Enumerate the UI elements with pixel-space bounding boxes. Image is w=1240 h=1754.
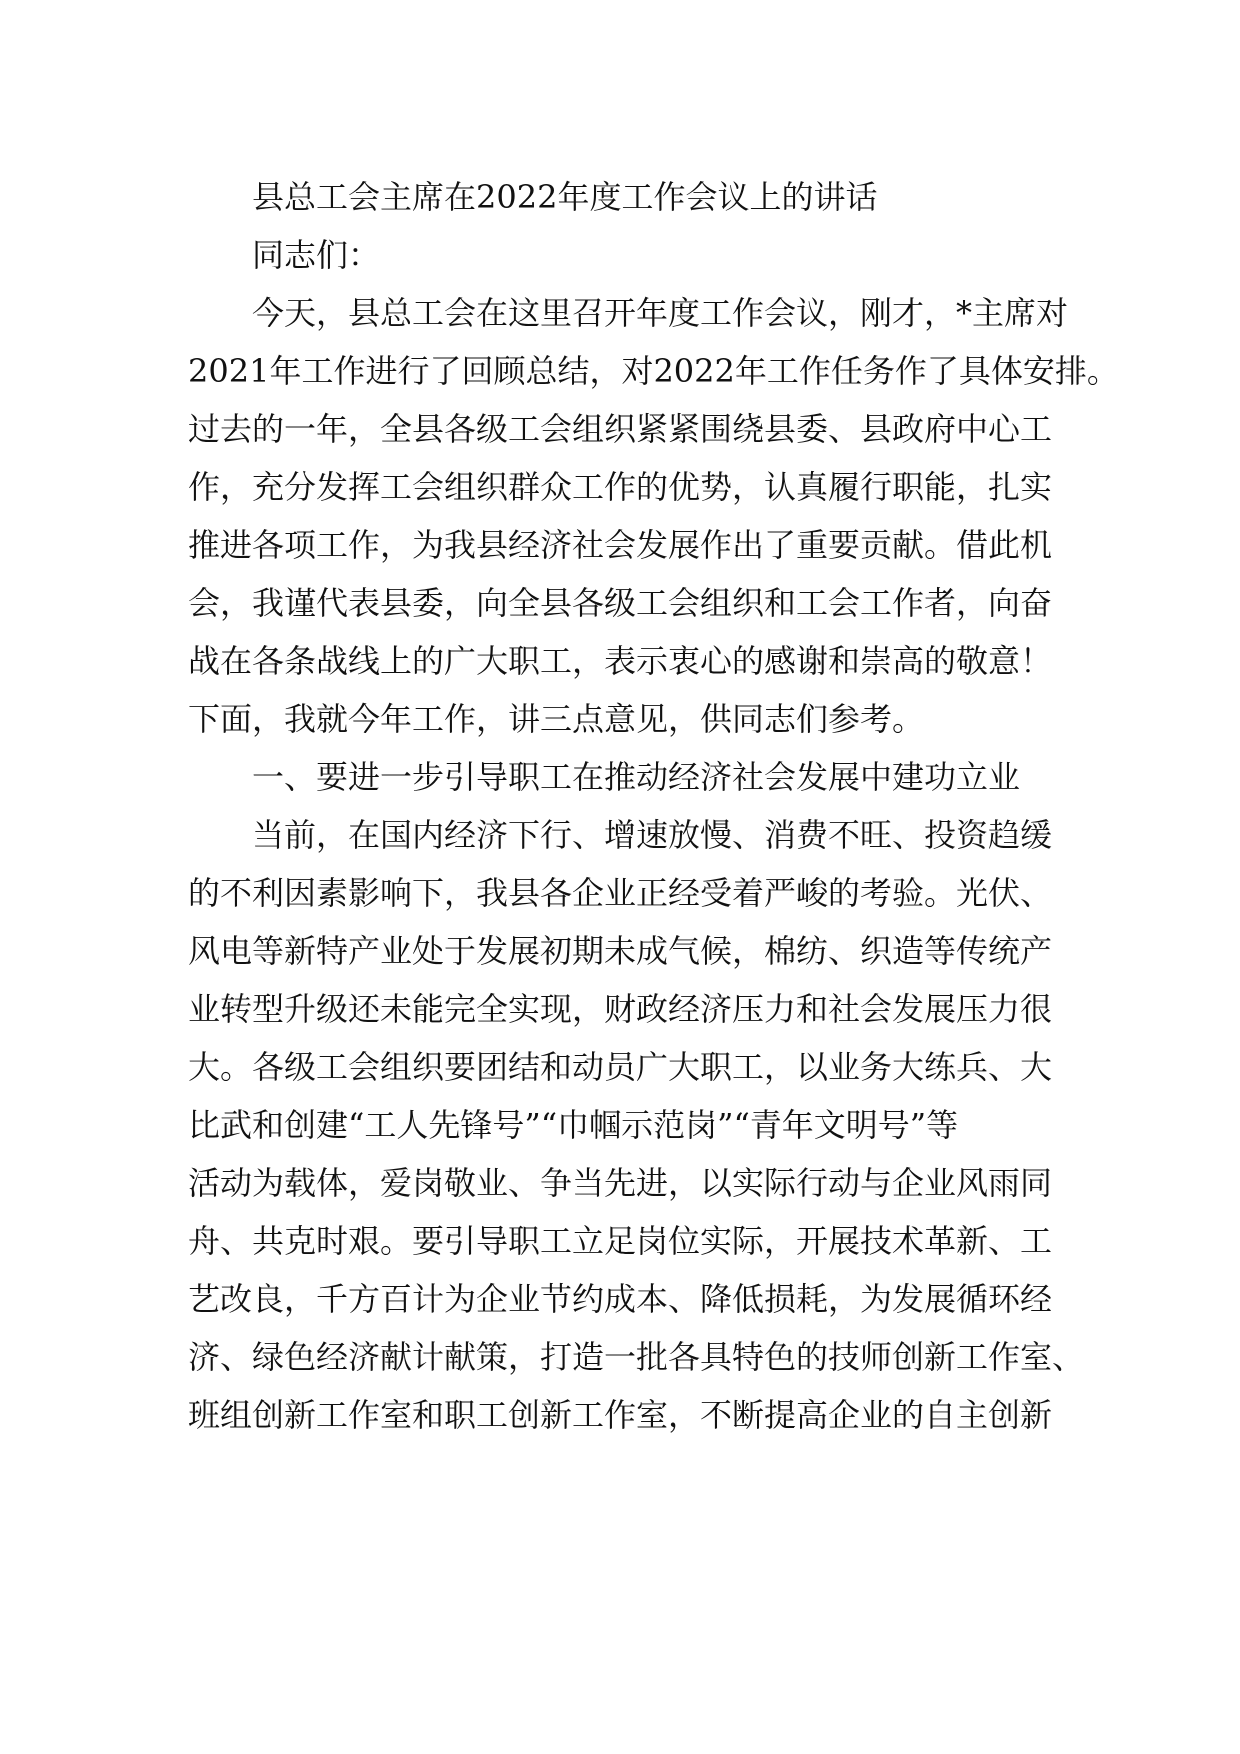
body-line: 下面，我就今年工作，讲三点意见，供同志们参考。	[188, 700, 925, 738]
body-line: 作，充分发挥工会组织群众工作的优势，认真履行职能，扎实	[188, 468, 1053, 506]
body-line: 大。各级工会组织要团结和动员广大职工，以业务大练兵、大	[188, 1048, 1053, 1086]
body-line: 会，我谨代表县委，向全县各级工会组织和工会工作者，向奋	[188, 584, 1053, 622]
body-line: 班组创新工作室和职工创新工作室，不断提高企业的自主创新	[188, 1396, 1053, 1434]
body-line: 活动为载体，爱岗敬业、争当先进，以实际行动与企业风雨同	[188, 1164, 1053, 1202]
body-line: 过去的一年，全县各级工会组织紧紧围绕县委、县政府中心工	[188, 410, 1053, 448]
body-line: 风电等新特产业处于发展初期未成气候，棉纺、织造等传统产	[188, 932, 1053, 970]
body-line: 的不利因素影响下，我县各企业正经受着严峻的考验。光伏、	[188, 874, 1053, 912]
body-line: 推进各项工作，为我县经济社会发展作出了重要贡献。借此机	[188, 526, 1053, 564]
body-line: 舟、共克时艰。要引导职工立足岗位实际，开展技术革新、工	[188, 1222, 1053, 1260]
body-line: 比武和创建“工人先锋号”“巾帼示范岗”“青年文明号”等	[188, 1106, 959, 1144]
body-line: 当前，在国内经济下行、增速放慢、消费不旺、投资趋缓	[252, 816, 1053, 854]
body-line: 艺改良，千方百计为企业节约成本、降低损耗，为发展循环经	[188, 1280, 1053, 1318]
salutation: 同志们：	[252, 236, 381, 274]
body-line: 2021年工作进行了回顾总结，对2022年工作任务作了具体安排。	[188, 352, 1119, 390]
document-title: 县总工会主席在2022年度工作会议上的讲话	[252, 178, 878, 216]
body-line: 今天，县总工会在这里召开年度工作会议，刚才，*主席对	[252, 294, 1069, 332]
body-line: 济、绿色经济献计献策，打造一批各具特色的技师创新工作室、	[188, 1338, 1085, 1376]
body-line: 业转型升级还未能完全实现，财政经济压力和社会发展压力很	[188, 990, 1053, 1028]
section-heading: 一、要进一步引导职工在推动经济社会发展中建功立业	[252, 758, 1021, 796]
body-line: 战在各条战线上的广大职工，表示衷心的感谢和崇高的敬意！	[188, 642, 1053, 680]
